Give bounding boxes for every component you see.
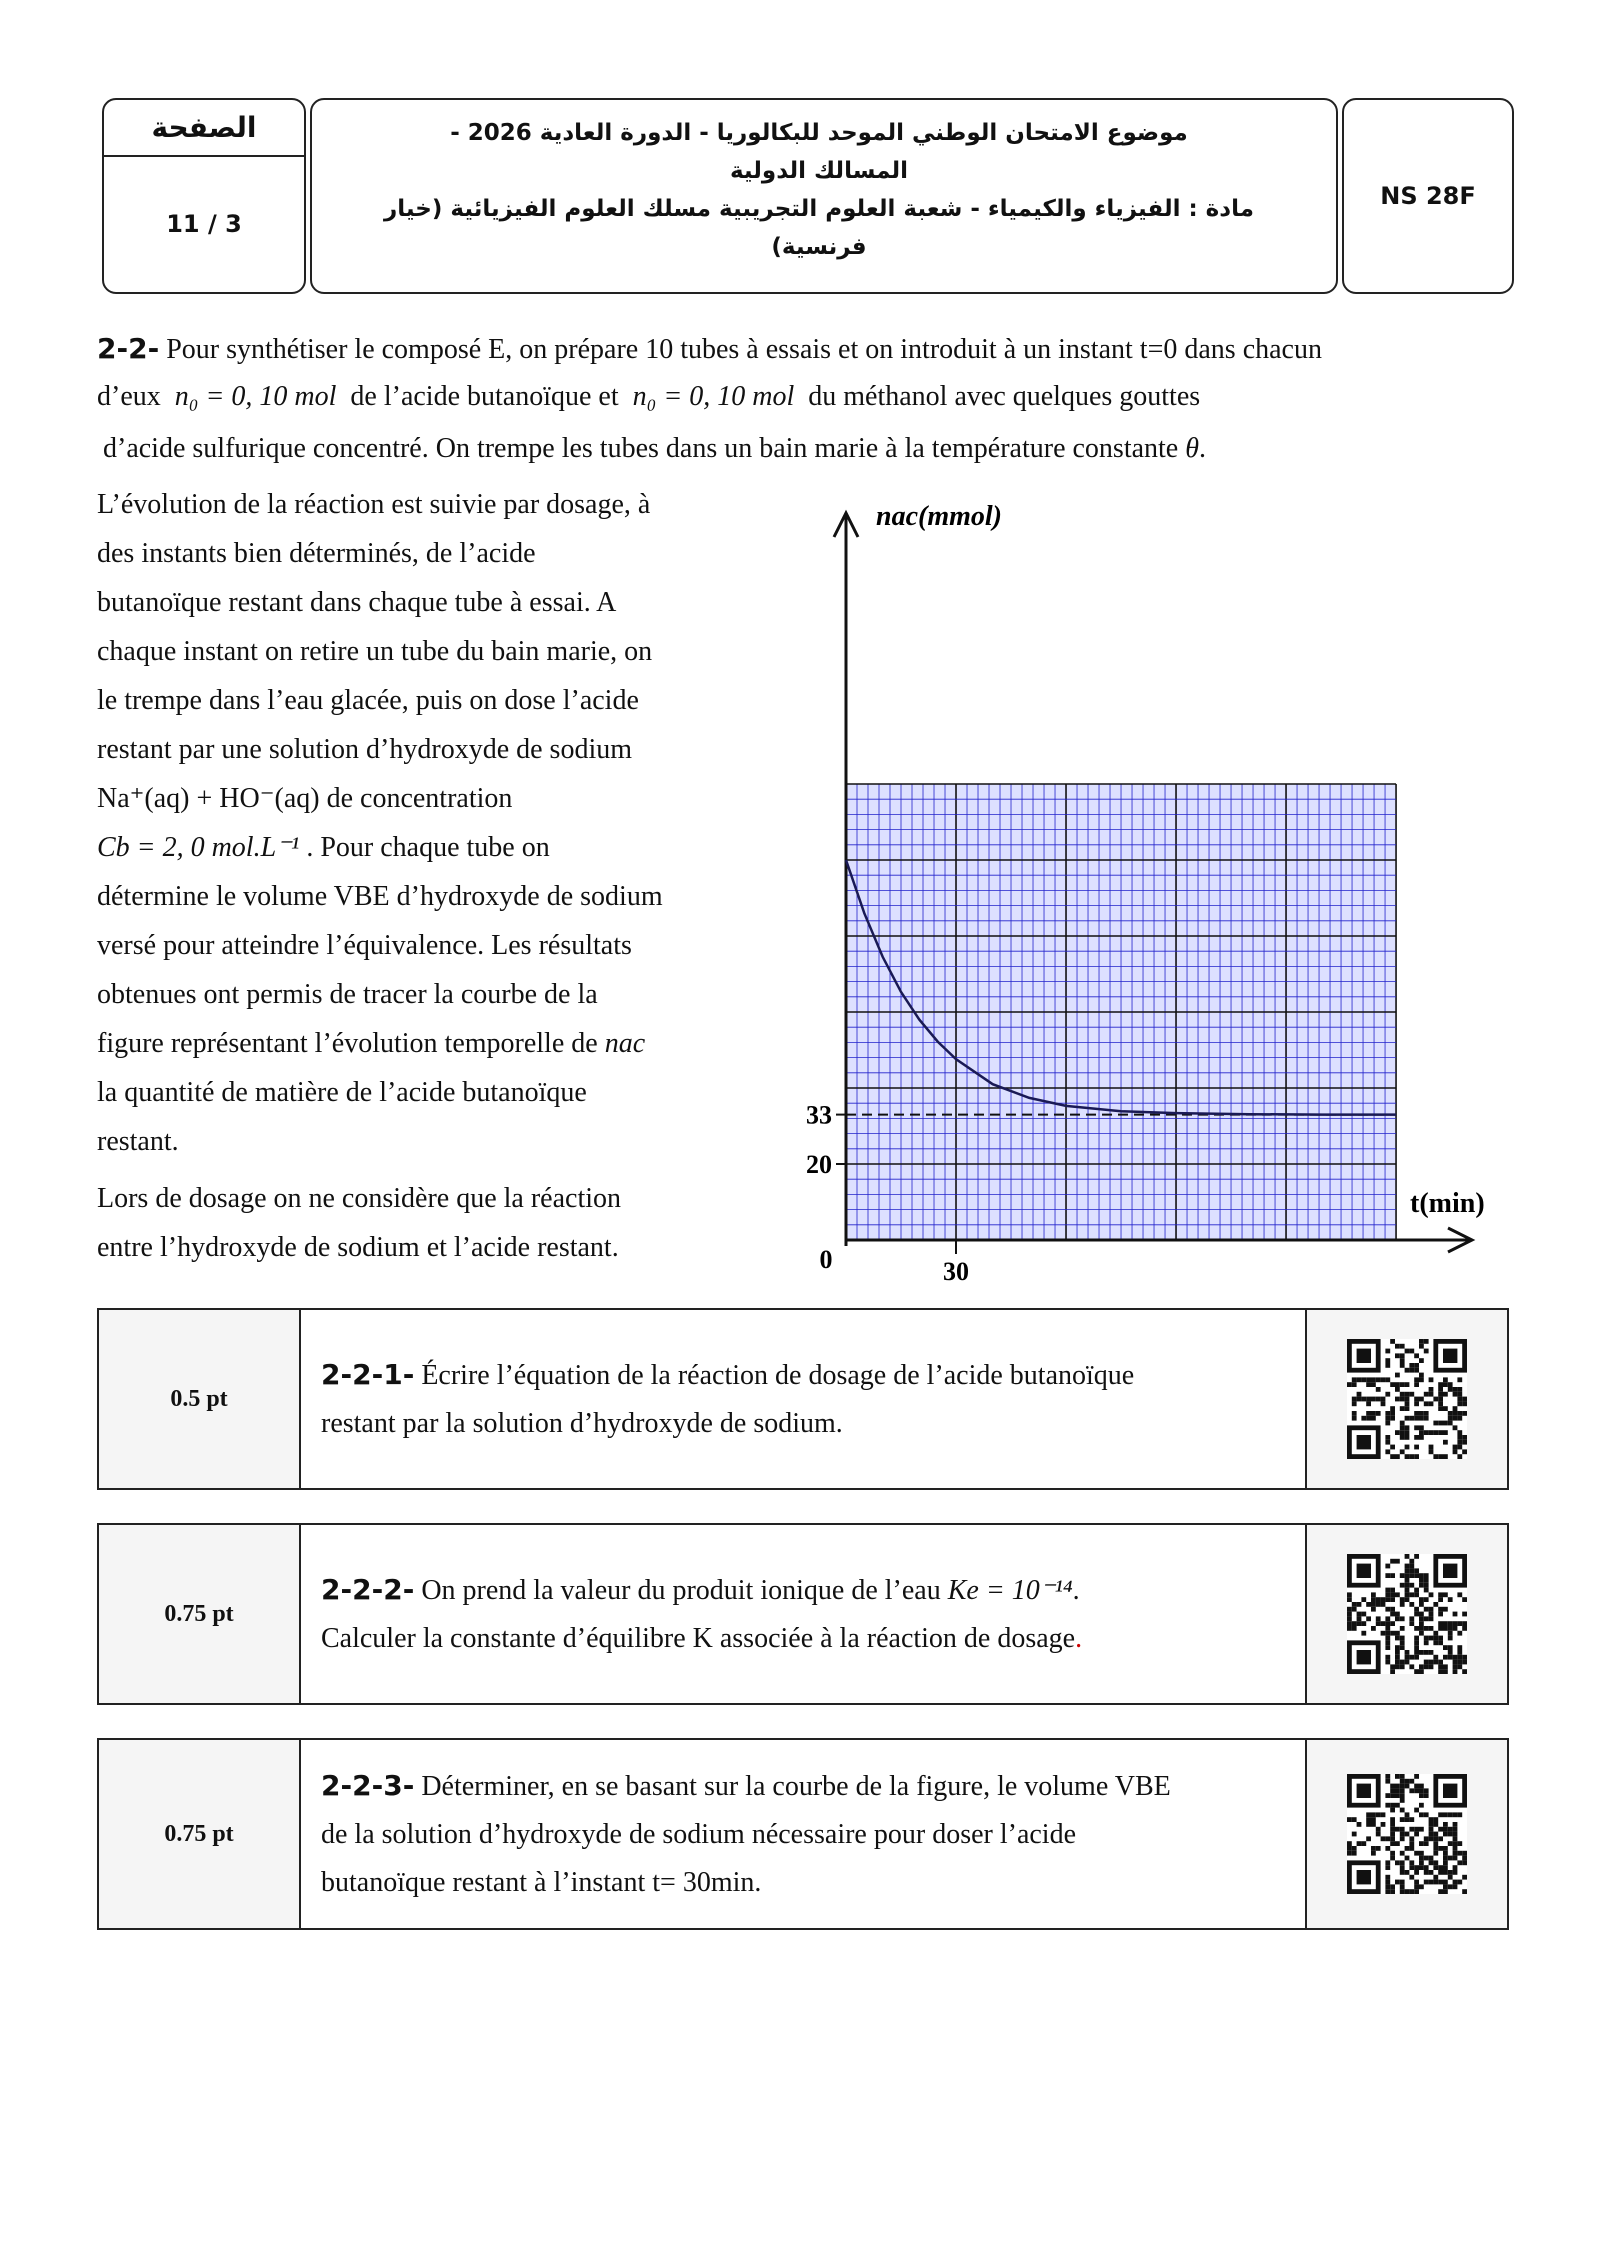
question-number: 2-2-1-: [321, 1357, 415, 1391]
page-box: [102, 98, 306, 294]
question-2-2-1: 0.5 pt 2-2-1- Écrire l’équation de la réaction de dosage de l’acide butanoïque restant par la solution d’hydroxyde de sodium.: [97, 1308, 1509, 1490]
exam-code: NS 28F: [1342, 98, 1514, 294]
exam-title-line2: المسالك الدولية: [729, 158, 909, 184]
cb-formula: Cb = 2, 0 mol.L⁻¹: [97, 832, 300, 863]
exam-title-line4: فرنسية): [771, 234, 867, 260]
question-points: 0.5 pt: [99, 1310, 301, 1488]
ion-formula: Na⁺(aq) + HO⁻(aq): [97, 783, 320, 814]
x-tick-label: 0: [819, 1245, 833, 1274]
intro-line1: 2-2- Pour synthétiser le composé E, on prépare 10 tubes à essais et on introduit à un instant t=0 dans chacun: [97, 332, 1322, 365]
exam-title-line1: موضوع الامتحان الوطني الموحد للبكالوريا - الدورة العادية 2026 -: [450, 120, 1188, 146]
question-number: 2-2-2-: [321, 1572, 415, 1606]
question-points: 0.75 pt: [99, 1525, 301, 1703]
question-2-2-2: 0.75 pt 2-2-2- On prend la valeur du produit ionique de l’eau Ke = 10⁻¹⁴. Calculer la constante d’équilibre K associée à la réaction de dosage.: [97, 1523, 1509, 1705]
question-2-2-3: 0.75 pt 2-2-3- Déterminer, en se basant sur la courbe de la figure, le volume VBE de la solution d’hydroxyde de sodium nécessaire pour doser l’acide butanoïque restant à l’instant t= 30min.: [97, 1738, 1509, 1930]
description-text: L’évolution de la réaction est suivie par dosage, à des instants bien déterminés, de l’acide butanoïque restant dans chaque tube à essai. A chaque instant on retire un tube du bain marie, on le trempe dans l’eau glacée, puis on dose l’acide restant par une solution d’hydroxyde de sodium Na⁺(aq) + HO⁻(aq) de concentration Cb = 2, 0 mol.L⁻¹ . Pour chaque tube on détermine le volume VBE d’hydroxyde de sodium versé pour atteindre l’équivalence. Les résultats obtenues ont permis de tracer la courbe de la figure représentant l’évolution temporelle de nac la quantité de matière de l’acide butanoïque restant. Lors de dosage on ne considère que la réaction entre l’hydroxyde de sodium et l’acide restant.: [97, 489, 663, 1263]
qr-code-icon: [1305, 1525, 1507, 1703]
exam-title-box: [310, 98, 1338, 294]
section-number: 2-2-: [97, 332, 160, 365]
y-tick-label: 20: [806, 1150, 832, 1179]
y-axis-label: nac(mmol): [876, 501, 1002, 532]
y-tick-label: 33: [806, 1100, 832, 1130]
page-number: 11 / 3: [166, 209, 242, 238]
ke-formula: Ke = 10⁻¹⁴: [947, 1574, 1073, 1606]
intro-line2: d’eux n₀ = 0, 10 mol de l’acide butanoïque et n₀ = 0, 10 mol du méthanol avec quelques gouttes: [97, 381, 1201, 412]
x-axis-label: t(min): [1410, 1188, 1485, 1219]
question-points: 0.75 pt: [99, 1740, 301, 1928]
question-number: 2-2-3-: [321, 1768, 415, 1802]
qr-code-icon: [1305, 1740, 1507, 1928]
intro-line3: d’acide sulfurique concentré. On trempe les tubes dans un bain marie à la température constante θ.: [103, 433, 1207, 464]
qr-code-icon: [1305, 1310, 1507, 1488]
nac-time-chart: [780, 495, 1510, 1295]
n0-formula-2: n₀ = 0, 10 mol: [632, 381, 795, 412]
nac-symbol: nac: [604, 1028, 646, 1059]
x-tick-label: 30: [943, 1257, 970, 1286]
exam-title-line3: مادة : الفيزياء والكيمياء - شعبة العلوم التجريبية مسلك العلوم الفيزيائية (خيار: [384, 196, 1254, 222]
chart-grid: [846, 784, 1396, 1240]
n0-formula: n₀ = 0, 10 mol: [174, 381, 337, 412]
page-label: الصفحة: [104, 100, 304, 157]
